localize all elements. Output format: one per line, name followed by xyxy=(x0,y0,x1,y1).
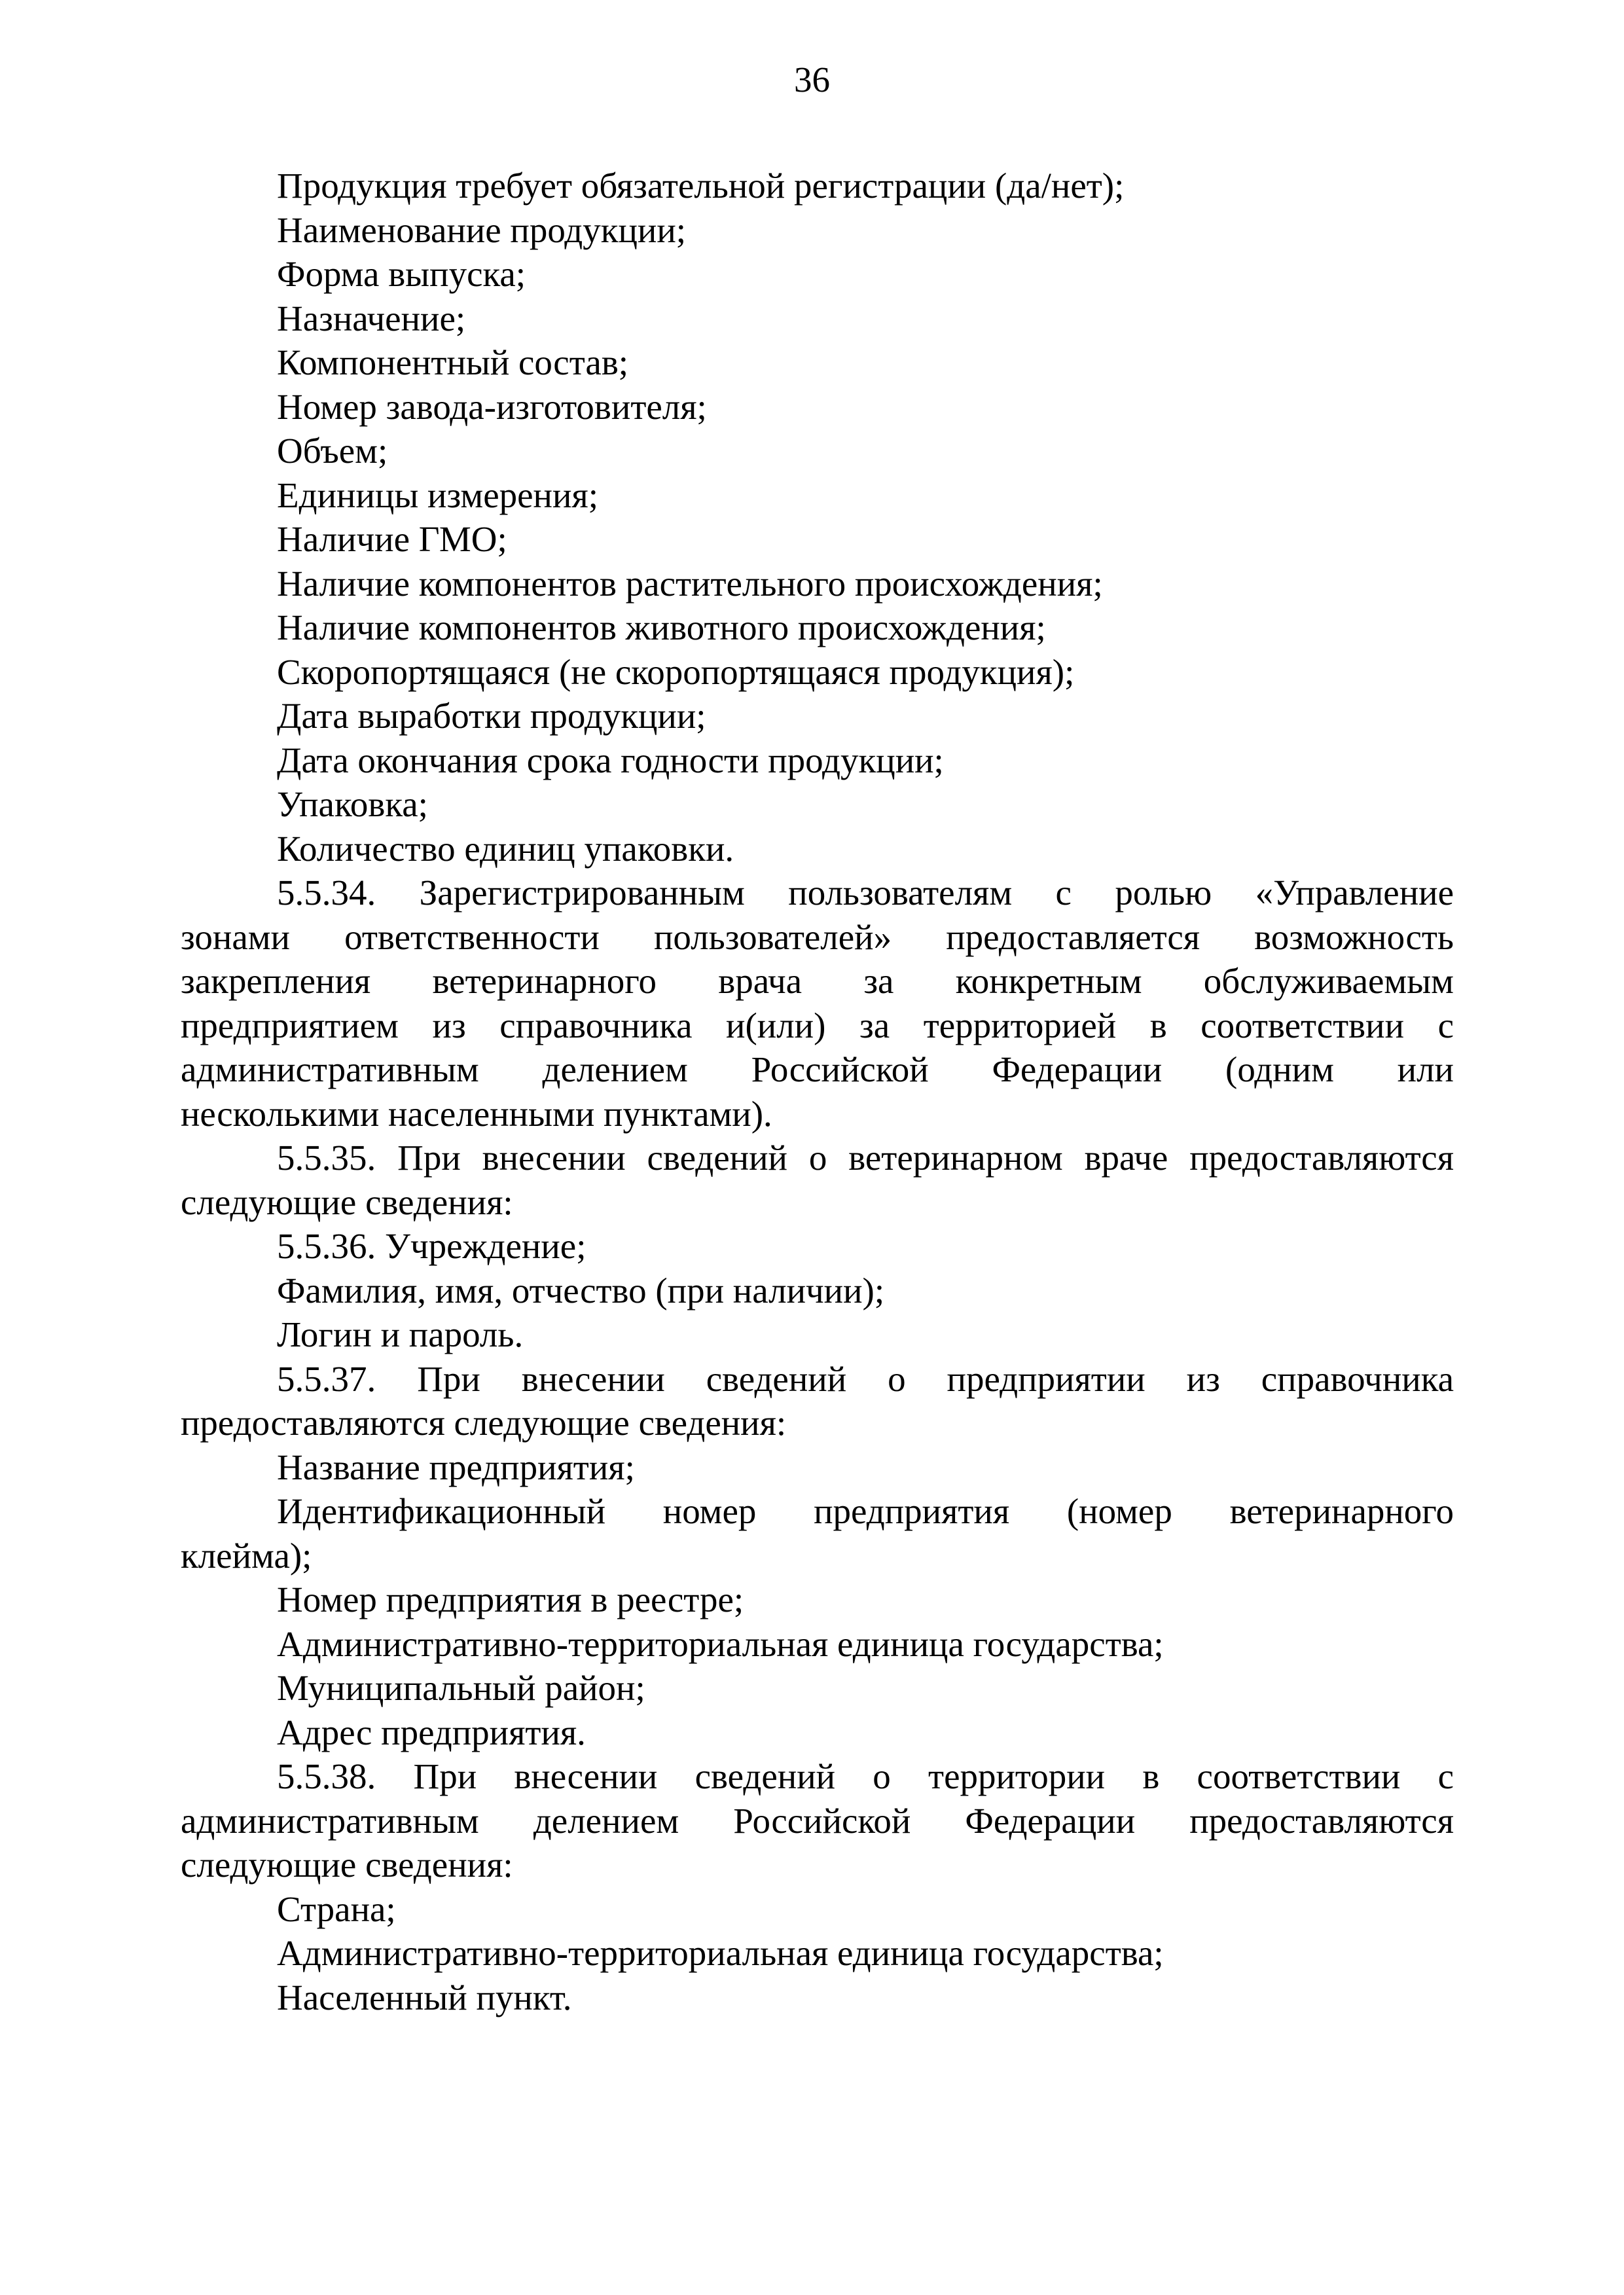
list-item: Дата окончания срока годности продукции; xyxy=(277,740,944,780)
clause-5-5-38-line: 5.5.38. При внесении сведений о территории в соответствии с xyxy=(277,1756,1454,1796)
clause-5-5-34-line: зонами ответственности пользователей» предоставляется возможность xyxy=(181,916,1454,957)
list-item: Наличие компонентов растительного происхождения; xyxy=(277,563,1103,604)
list-item: Административно-территориальная единица государства; xyxy=(277,1623,1164,1664)
clause-5-5-38-line: следующие сведения: xyxy=(181,1845,513,1885)
clause-5-5-36-line: 5.5.36. Учреждение; xyxy=(277,1226,586,1266)
list-item: Компонентный состав; xyxy=(277,342,629,382)
clause-5-5-34-line: предприятием из справочника и(или) за территорией в соответствии с xyxy=(181,1005,1454,1045)
list-item: Форма выпуска; xyxy=(277,254,526,294)
clause-5-5-37-line: 5.5.37. При внесении сведений о предприятии из справочника xyxy=(277,1358,1454,1399)
clause-5-5-34-line: 5.5.34. Зарегистрированным пользователям с ролью «Управление xyxy=(277,873,1454,913)
clause-5-5-38-line: административным делением Российской Федерации предоставляются xyxy=(181,1800,1454,1841)
list-item: клейма); xyxy=(181,1535,312,1576)
list-item: Назначение; xyxy=(277,298,466,338)
list-item: Страна; xyxy=(277,1888,396,1929)
list-item: Дата выработки продукции; xyxy=(277,696,706,736)
clause-5-5-35-line: следующие сведения: xyxy=(181,1182,513,1222)
list-item: Количество единиц упаковки. xyxy=(277,828,734,869)
clause-5-5-34-line: несколькими населенными пунктами). xyxy=(181,1093,772,1134)
list-item: Наличие ГМО; xyxy=(277,519,507,559)
clause-5-5-34-line: административным делением Российской Федерации (одним или xyxy=(181,1049,1454,1089)
list-item: Упаковка; xyxy=(277,784,428,824)
list-item: Адрес предприятия. xyxy=(277,1712,586,1752)
list-item: Административно-территориальная единица государства; xyxy=(277,1933,1164,1973)
list-item: Логин и пароль. xyxy=(277,1314,524,1354)
list-item: Наличие компонентов животного происхождения; xyxy=(277,607,1046,647)
list-item: Номер завода-изготовителя; xyxy=(277,386,707,427)
list-item: Объем; xyxy=(277,431,388,471)
list-item: Продукция требует обязательной регистрации (да/нет); xyxy=(277,166,1125,206)
page-number: 36 xyxy=(794,60,830,99)
clause-5-5-35-line: 5.5.35. При внесении сведений о ветеринарном враче предоставляются xyxy=(277,1138,1454,1178)
list-item: Муниципальный район; xyxy=(277,1668,645,1708)
list-item: Название предприятия; xyxy=(277,1447,635,1487)
list-item: Номер предприятия в реестре; xyxy=(277,1580,744,1619)
list-item: Идентификационный номер предприятия (номер ветеринарного xyxy=(277,1491,1454,1531)
document-body xyxy=(181,164,1454,2019)
list-item: Скоропортящаяся (не скоропортящаяся продукция); xyxy=(277,651,1075,692)
list-item: Единицы измерения; xyxy=(277,475,598,515)
clause-5-5-34-line: закрепления ветеринарного врача за конкретным обслуживаемым xyxy=(181,961,1454,1001)
list-item: Населенный пункт. xyxy=(277,1977,572,2017)
list-item: Наименование продукции; xyxy=(277,209,687,250)
list-item: Фамилия, имя, отчество (при наличии); xyxy=(277,1270,885,1310)
clause-5-5-37-line: предоставляются следующие сведения: xyxy=(181,1403,787,1443)
